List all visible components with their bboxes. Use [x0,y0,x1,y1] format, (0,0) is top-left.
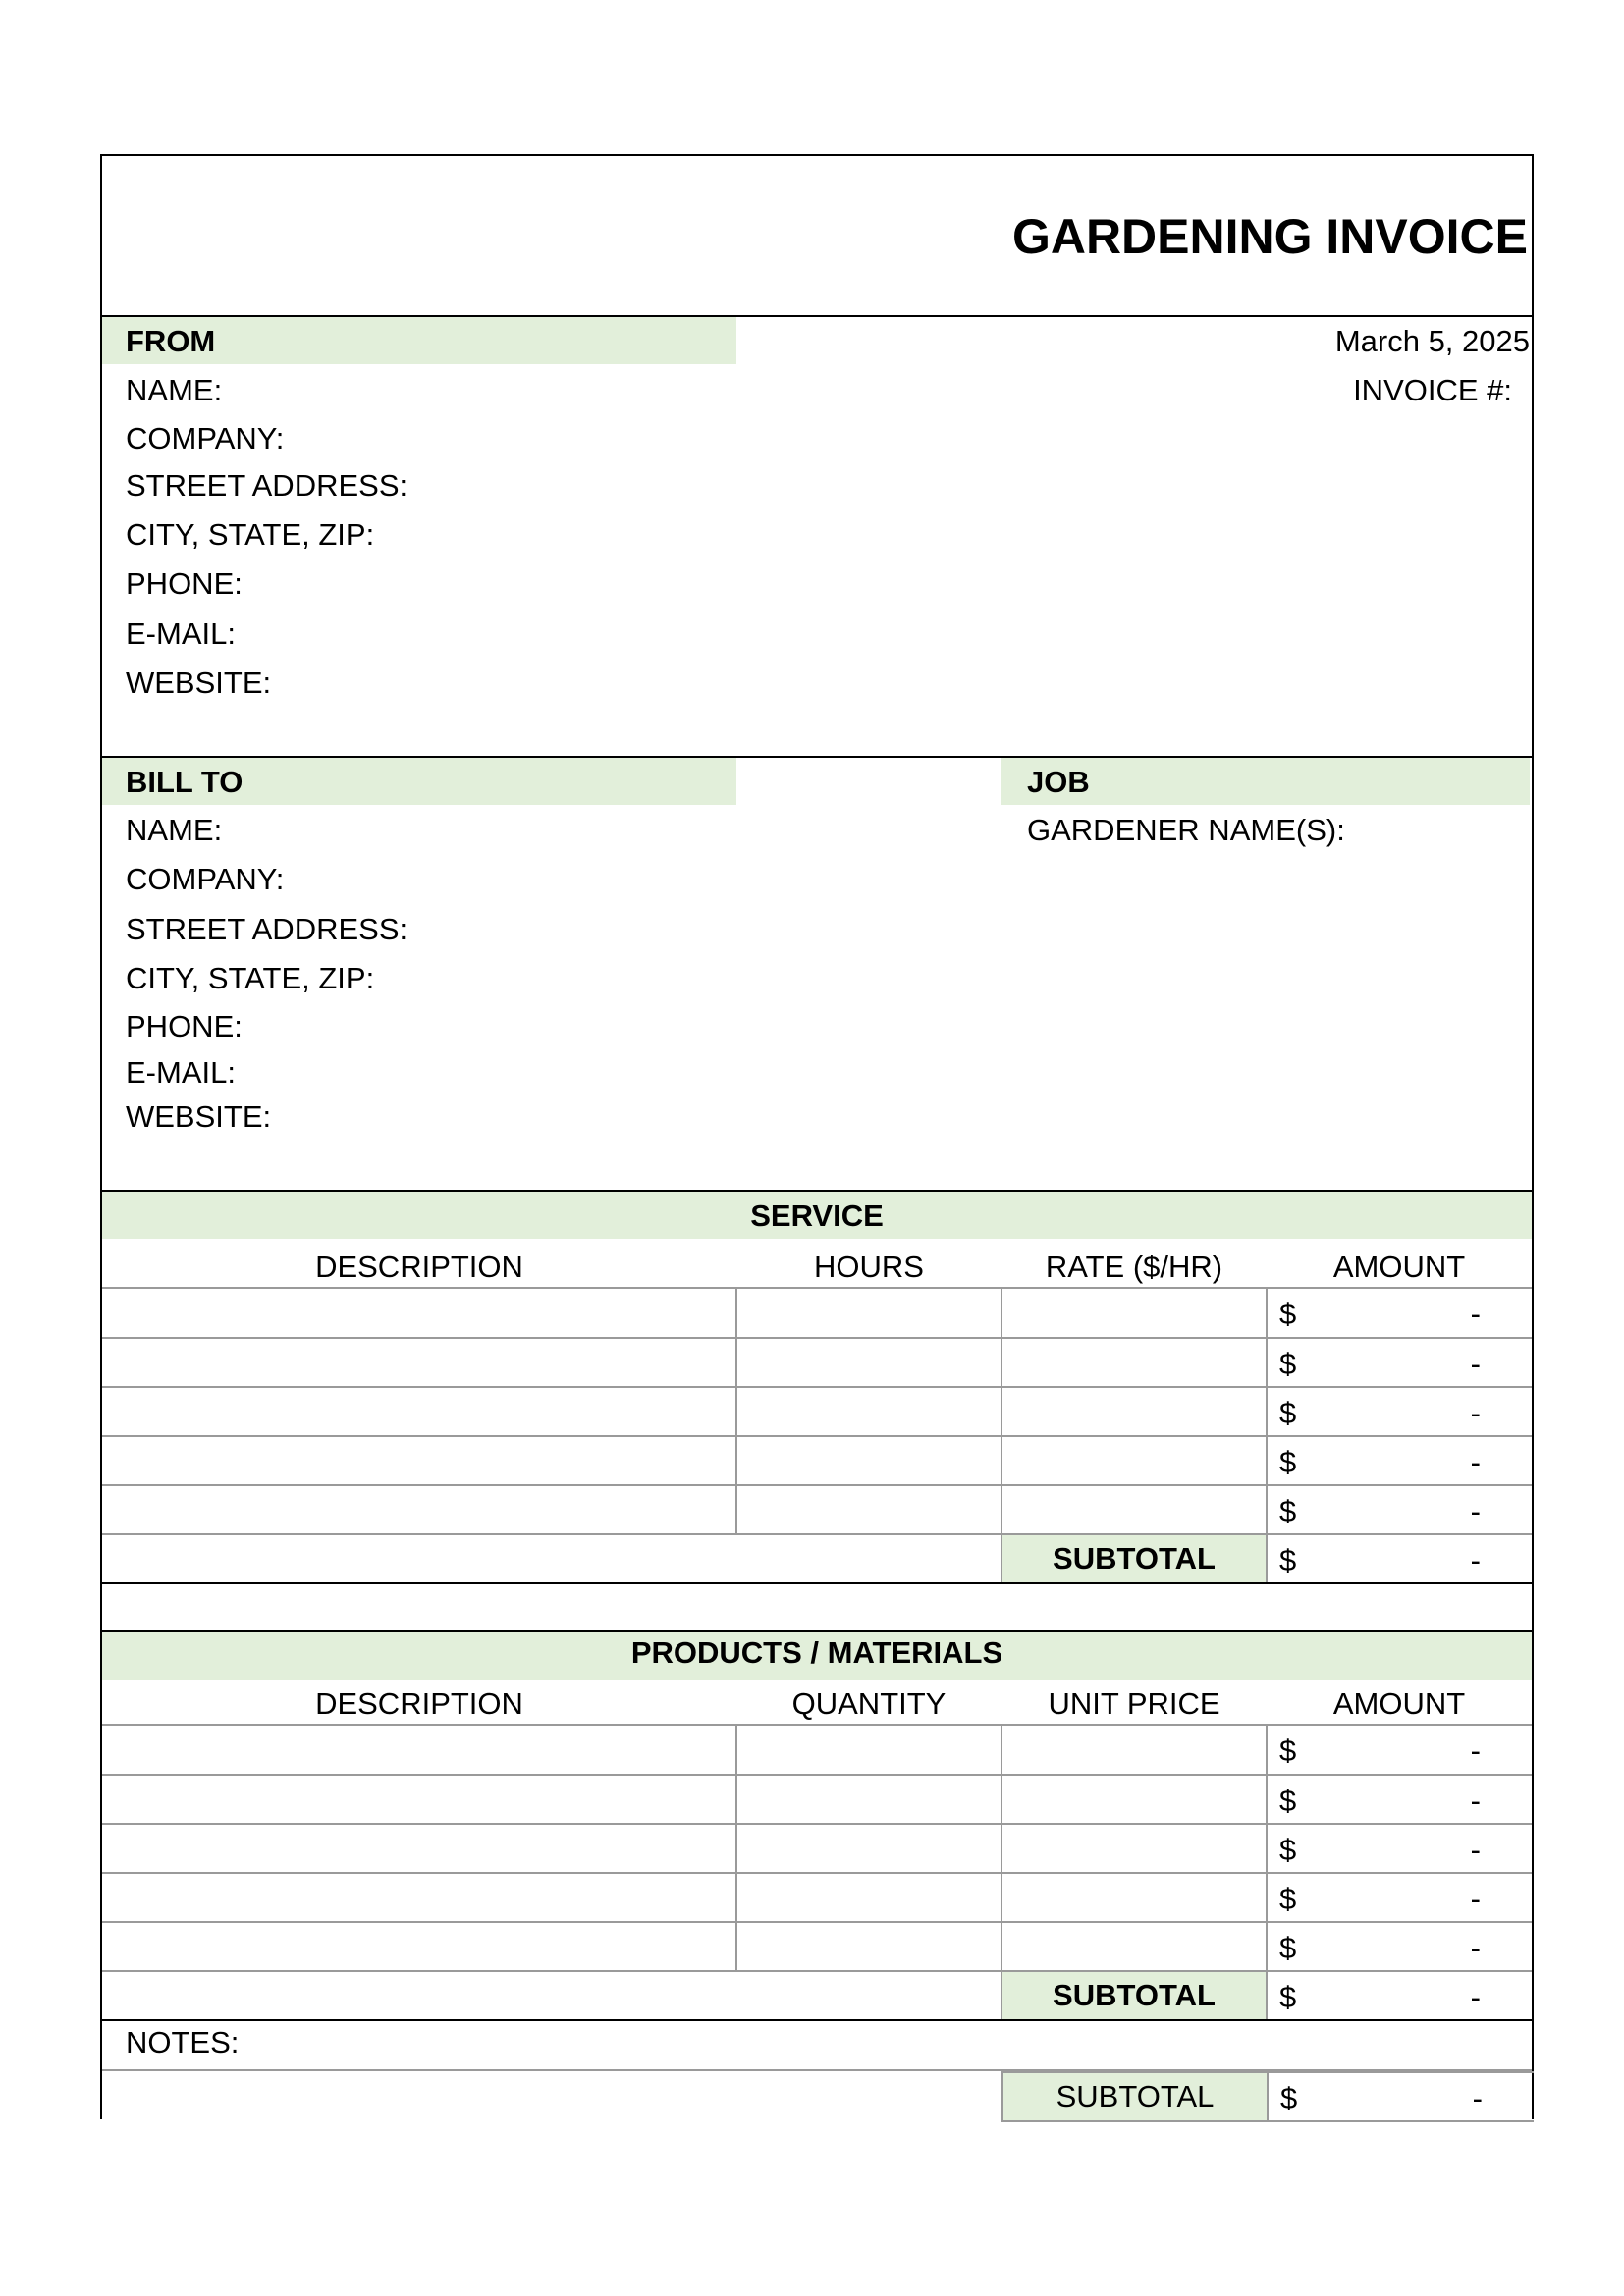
currency-symbol: $ [1279,1833,1297,1867]
currency-symbol: $ [1279,1882,1297,1916]
product-amount-cell [1267,1775,1532,1824]
currency-symbol: $ [1279,1347,1297,1381]
product-unit-price-cell[interactable] [1001,1873,1267,1922]
currency-symbol: $ [1279,1543,1297,1577]
amount-value: - [1470,1543,1481,1577]
products-subtotal-label: SUBTOTAL [1001,1971,1267,2020]
table-row [102,1775,1532,1824]
final-subtotal-text: SUBTOTAL [1056,2079,1215,2113]
service-subtotal-amount [1267,1534,1532,1583]
bill-to-street-label: STREET ADDRESS: [126,912,408,946]
product-unit-price-cell[interactable] [1001,1824,1267,1873]
table-row [102,1873,1532,1922]
products-col-amount: AMOUNT [1332,1686,1466,1721]
product-description-cell[interactable] [102,1824,736,1873]
product-amount-cell [1267,1922,1532,1971]
frame-top-border [100,154,1534,156]
service-hours-cell[interactable] [736,1485,1001,1534]
product-quantity-cell[interactable] [736,1873,1001,1922]
service-col-rate: RATE ($/HR) [1045,1250,1223,1284]
bill-to-phone-label: PHONE: [126,1009,243,1043]
product-unit-price-cell[interactable] [1001,1726,1267,1775]
table-row [102,1436,1532,1485]
currency-symbol: $ [1279,1931,1297,1965]
service-hours-cell[interactable] [736,1289,1001,1338]
notes-label: NOTES: [126,2025,240,2059]
table-row [102,1485,1532,1534]
service-amount-cell [1267,1485,1532,1534]
table-row [102,1338,1532,1387]
amount-value: - [1470,1931,1481,1965]
service-description-cell[interactable] [102,1485,736,1534]
invoice-date: March 5, 2025 [1334,324,1530,358]
product-description-cell[interactable] [102,1775,736,1824]
amount-value: - [1470,1833,1481,1867]
currency-symbol: $ [1279,1734,1297,1768]
amount-value: - [1470,1396,1481,1430]
notes-area[interactable] [102,2022,1532,2071]
from-street-label: STREET ADDRESS: [126,468,408,503]
service-rate-cell[interactable] [1001,1338,1267,1387]
service-hours-cell[interactable] [736,1436,1001,1485]
service-amount-cell [1267,1387,1532,1436]
service-description-cell[interactable] [102,1436,736,1485]
product-unit-price-cell[interactable] [1001,1775,1267,1824]
amount-value: - [1470,1734,1481,1768]
products-col-unit-price: UNIT PRICE [1048,1686,1220,1721]
service-col-hours: HOURS [814,1250,924,1284]
products-col-description: DESCRIPTION [315,1686,523,1721]
product-amount-cell [1267,1824,1532,1873]
amount-value: - [1470,1297,1481,1331]
product-unit-price-cell[interactable] [1001,1922,1267,1971]
bill-to-company-label: COMPANY: [126,862,285,896]
table-row [102,1726,1532,1775]
amount-value: - [1470,1494,1481,1528]
amount-value: - [1470,1784,1481,1818]
service-rate-cell[interactable] [1001,1387,1267,1436]
currency-symbol: $ [1279,1445,1297,1479]
service-amount-cell [1267,1289,1532,1338]
bill-to-website-label: WEBSITE: [126,1099,272,1134]
products-heading: PRODUCTS / MATERIALS [630,1635,1003,1670]
bill-to-name-label: NAME: [126,813,223,847]
service-amount-cell [1267,1436,1532,1485]
bill-to-email-label: E-MAIL: [126,1055,236,1090]
invoice-number-label: INVOICE #: [1353,373,1512,407]
products-subtotal-amount [1267,1971,1532,2020]
bill-to-heading: BILL TO [126,765,244,799]
table-row [102,1824,1532,1873]
currency-symbol: $ [1280,2081,1298,2115]
frame-right-border [1532,154,1534,2119]
product-amount-cell [1267,1726,1532,1775]
final-subtotal-label [1001,2071,1267,2122]
service-amount-cell [1267,1338,1532,1387]
service-hours-cell[interactable] [736,1387,1001,1436]
service-description-cell[interactable] [102,1387,736,1436]
service-table [102,1289,1532,1584]
products-col-quantity: QUANTITY [791,1686,947,1721]
job-heading: JOB [1027,765,1090,799]
currency-symbol: $ [1279,1784,1297,1818]
service-rate-cell[interactable] [1001,1485,1267,1534]
amount-value: - [1470,1882,1481,1916]
table-row [102,1922,1532,1971]
product-quantity-cell[interactable] [736,1922,1001,1971]
product-quantity-cell[interactable] [736,1824,1001,1873]
products-table [102,1726,1532,2021]
product-quantity-cell[interactable] [736,1726,1001,1775]
service-description-cell[interactable] [102,1289,736,1338]
table-row [102,1289,1532,1338]
product-description-cell[interactable] [102,1726,736,1775]
product-amount-cell [1267,1873,1532,1922]
service-hours-cell[interactable] [736,1338,1001,1387]
products-subtotal-row [102,1971,1532,2020]
amount-value: - [1470,1980,1481,2014]
subtotal-spacer [102,1971,1001,2020]
service-heading: SERVICE [750,1199,884,1233]
service-rate-cell[interactable] [1001,1436,1267,1485]
service-rate-cell[interactable] [1001,1289,1267,1338]
service-col-description: DESCRIPTION [315,1250,523,1284]
table-row [102,1387,1532,1436]
product-quantity-cell[interactable] [736,1775,1001,1824]
from-city-label: CITY, STATE, ZIP: [126,517,375,552]
service-subtotal-row [102,1534,1532,1583]
final-subtotal-amount [1267,2071,1534,2122]
from-phone-label: PHONE: [126,566,243,601]
from-email-label: E-MAIL: [126,616,236,651]
service-description-cell[interactable] [102,1338,736,1387]
from-name-label: NAME: [126,373,223,407]
currency-symbol: $ [1279,1297,1297,1331]
product-description-cell[interactable] [102,1873,736,1922]
invoice-title: GARDENING INVOICE [1011,209,1528,264]
from-company-label: COMPANY: [126,421,285,455]
currency-symbol: $ [1279,1494,1297,1528]
service-subtotal-label: SUBTOTAL [1001,1534,1267,1583]
bill-to-city-label: CITY, STATE, ZIP: [126,961,375,995]
amount-value: - [1470,1347,1481,1381]
amount-value: - [1472,2081,1483,2115]
currency-symbol: $ [1279,1980,1297,2014]
subtotal-spacer [102,1534,1001,1583]
gardener-name-label: GARDENER NAME(S): [1027,813,1345,847]
service-col-amount: AMOUNT [1332,1250,1466,1284]
currency-symbol: $ [1279,1396,1297,1430]
from-heading: FROM [126,324,216,358]
from-website-label: WEBSITE: [126,666,272,700]
product-description-cell[interactable] [102,1922,736,1971]
amount-value: - [1470,1445,1481,1479]
